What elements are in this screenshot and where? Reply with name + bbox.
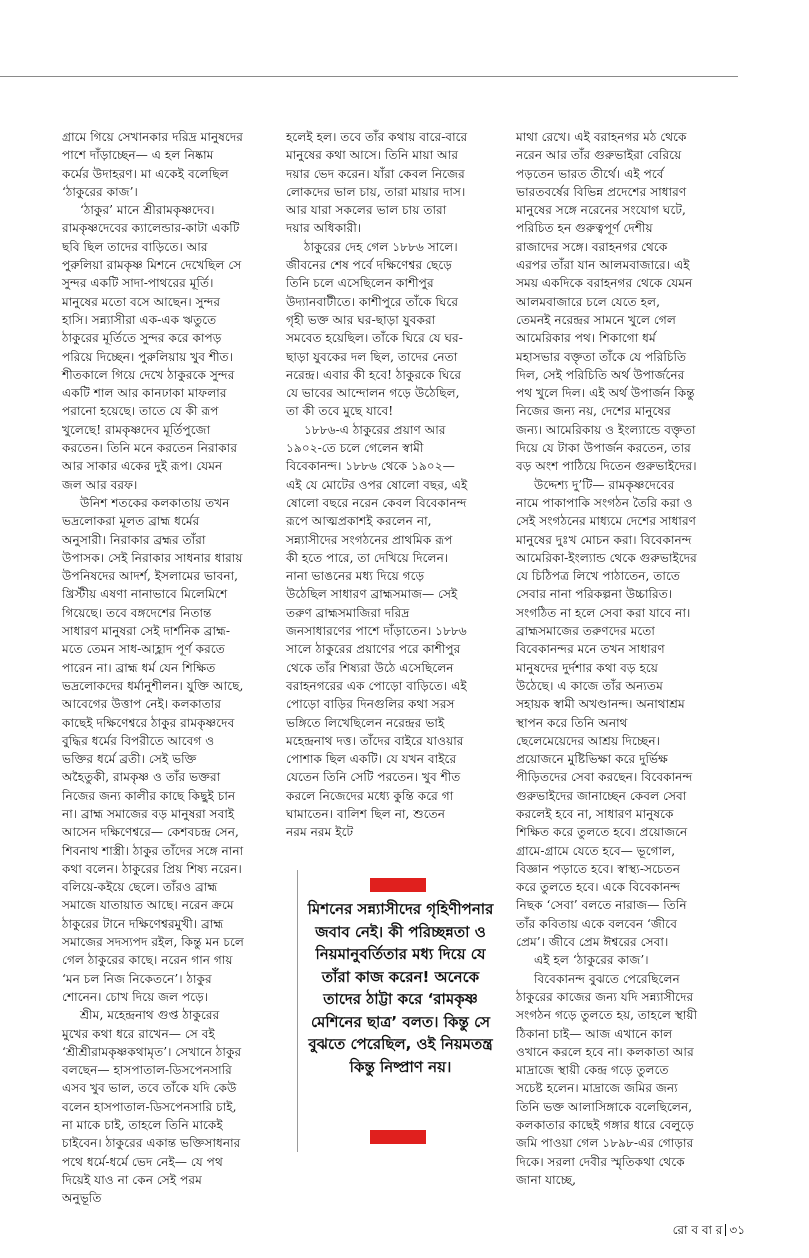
paragraph: ১৮৮৬-এ ঠাকুরের প্রয়াণ আর ১৯০২-তে চলে গেলেন স্বামী বিবেকানন্দ। ১৮৮৬ থেকে ১৯০২— এই যে মোটের ওপর ষোলো বছর, এই ষোলো বছরে নরেন কেবল বিবেকানন্দ রূপে আত্মপ্রকাশই করলেন না, সন্ন্যাসীদের সংগঠনের প্রাথমিক রূপ কী হতে পারে, তা দেখিয়ে দিলেন। নানা ভাঙনের মধ্য দিয়ে গড়ে উঠেছিল সাধারণ ব্রাহ্মসমাজ— সেই তরুণ ব্রাহ্মসমাজিরা দরিদ্র জনসাধারণের পাশে দাঁড়াতেন। ১৮৮৬ সালে ঠাকুরের প্রয়াণের পরে কাশীপুর থেকে তাঁর শিষ্যরা উঠে এসেছিলেন বরাহনগরের এক পোড়ো বাড়িতে। এই পোড়ো বাড়ির দিনগুলির কথা সরস ভঙ্গিতে লিখেছিলেন নরেন্দ্রর ভাই মহেন্দ্রনাথ দত্ত। তাঁদের বাইরে যাওয়ার পোশাক ছিল একটি। যে যখন বাইরে যেতেন তিনি সেটি পরতেন। খুব শীত করলে নিজেদের মধ্যে কুন্তি করে গা ঘামাতেন। বালিশ ছিল না, শুতেন নরম নরম ইটে [286,422,468,840]
top-rule [0,76,738,77]
article-column-1 [62,128,244,1206]
paragraph: উদ্দেশ্য দু’টি— রামকৃষ্ণদেবের নামে পাকাপাকি সংগঠন তৈরি করা ও সেই সংগঠনের মাধ্যমে দেশের সাধারণ মানুষের দুঃখ মোচন করা। বিবেকানন্দ আমেরিকা-ইংল্যান্ড থেকে গুরুভাইদের যে চিঠিপত্র লিখে পাঠাতেন, তাতে সেবার নানা পরিকল্পনা উচ্চারিত। সংগঠিত না হলে সেবা করা যাবে না। ব্রাহ্মসমাজের তরুণদের মতো বিবেকানন্দর মনে তখন সাধারণ মানুষদের দুর্দশার কথা বড় হয়ে উঠেছে। এ কাজে তাঁর অন্যতম সহায়ক স্বামী অখণ্ডানন্দ। অনাথাশ্রম স্থাপন করে তিনি অনাথ ছেলেমেয়েদের আশ্রয় দিচ্ছেন। প্রয়োজনে মুষ্টিভিক্ষা করে দুর্ভিক্ষ পীড়িতদের সেবা করছেন। বিবেকানন্দ গুরুভাইদের জানাচ্ছেন কেবল সেবা করলেই হবে না, সাধারণ মানুষকে শিক্ষিত করে তুলতে হবে। প্রয়োজনে গ্রামে-গ্রামে যেতে হবে— ভূগোল, বিজ্ঞান পড়াতে হবে। স্বাস্থ্য-সচেতন করে তুলতে হবে। একে বিবেকানন্দ নিছক ‘সেবা’ বলতে নারাজ— তিনি তাঁর কবিতায় একে বলবেন ‘জীবে প্রেম’। জীবে প্রেম ঈশ্বরের সেবা। [516,477,697,950]
magazine-name: রো ব বা র [672,1223,723,1237]
paragraph: ঠাকুরের দেহ গেল ১৮৮৬ সালে। জীবনের শেষ পর্বে দক্ষিণেশ্বর ছেড়ে তিনি চলে এসেছিলেন কাশীপুর উদ্যানবাটীতে। কাশীপুরে তাঁকে ঘিরে গৃহী ভক্ত আর ঘর-ছাড়া যুবকরা সমবেত হয়েছিল। তাঁকে ঘিরে যে ঘর-ছাড়া যুবকের দল ছিল, তাদের নেতা নরেন্দ্র। এবার কী হবে! ঠাকুরকে ঘিরে যে ভাবের আন্দোলন গড়ে উঠেছিল, তা কী তবে মুছে যাবে! [286,239,463,419]
paragraph: গ্রামে গিয়ে সেখানকার দরিদ্র মানুষদের পাশে দাঁড়াচ্ছেন— এ হল নিষ্কাম কর্মের উদাহরণ। মা একেই বলেছিল ‘ঠাকুরের কাজ’। [62,130,243,199]
paragraph: এই হল ‘ঠাকুরের কাজ’। [534,953,649,968]
pull-quote-top-bar [370,878,426,892]
pull-quote [297,870,501,1152]
paragraph: উনিশ শতকের কলকাতায় তখন ভদ্রলোকরা মূলত ব্রাহ্ম ধর্মের অনুসারী। নিরাকার ব্রহ্মর তাঁরা উপাসক। সেই নিরাকার সাধনার ধারায় উপনিষদের আদর্শ, ইসলামের ভাবনা, খ্রিস্টীয় এষণা নানাভাবে মিলেমিশে গিয়েছে। তবে বঙ্গদেশের নিতান্ত সাধারণ মানুষরা সেই দার্শনিক ব্রাহ্ম-মতে তেমন সাধ-আহ্লাদ পূর্ণ করতে পারেন না। ব্রাহ্ম ধর্ম যেন শিক্ষিত ভদ্রলোকদের ধর্মানুশীলন। যুক্তি আছে, আবেগের উত্তাপ নেই। কলকাতার কাছেই দক্ষিণেশ্বরে ঠাকুর রামকৃষ্ণদেব বুদ্ধির ধর্মের বিপরীতে আবেগ ও ভক্তির ধর্মে ব্রতী। সেই ভক্তি অহৈতুকী, রামকৃষ্ণ ও তাঁর ভক্তরা নিজের জন্য কালীর কাছে কিছুই চান না। ব্রাহ্ম সমাজের বড় মানুষরা সবাই আসেন দক্ষিণেশ্বরে— কেশবচন্দ্র সেন, শিবনাথ শাস্ত্রী। ঠাকুর তাঁদের সঙ্গে নানা কথা বলেন। ঠাকুরের প্রিয় শিষ্য নরেন। বলিয়ে-কইয়ে ছেলে। তাঁরও ব্রাহ্ম সমাজে যাতায়াত আছে। নরেন ক্রমে ঠাকুরের টানে দক্ষিণেশ্বরমুখী। ব্রাহ্ম সমাজের সদস্যপদ রইল, কিন্তু মন চলে গেল ঠাকুরের কাছে। নরেন গান গায় ‘মন চল নিজ নিকেতনে’। ঠাকুর শোনেন। চোখ দিয়ে জল পড়ে। [62,495,244,1004]
pull-quote-bottom-bar [370,1130,426,1144]
article-column-2 [286,128,468,858]
page-number: ৩১ [729,1223,745,1237]
paragraph: হলেই হল। তবে তাঁর কথায় বারে-বারে মানুষের কথা আসে। তিনি মায়া আর দয়ার ভেদ করেন। যাঁরা কেবল নিজের লোকদের ভাল চায়, তারা মায়ার দাস। আর যারা সকলের ভাল চায় তারা দয়ার অধিকারী। [286,130,468,236]
paragraph: বিবেকানন্দ বুঝতে পেরেছিলেন ঠাকুরের কাজের জন্য যদি সন্ন্যাসীদের সংগঠন গড়ে তুলতে হয়, তাহলে স্থায়ী ঠিকানা চাই— আজ এখানে কাল ওখানে করলে হবে না। কলকাতা আর মাদ্রাজে স্থায়ী কেন্দ্র গড়ে তুলতে সচেষ্ট হলেন। মাদ্রাজে জমির জন্য তিনি ভক্ত আলাসিঙ্গাকে বলেছিলেন, কলকাতার কাছেই গঙ্গার ধারে বেলুড়ে জমি পাওয়া গেল ১৮৯৮-এর গোড়ার দিকে। সরলা দেবীর স্মৃতিকথা থেকে জানা যাচ্ছে, [516,971,698,1187]
paragraph: ‘ঠাকুর’ মানে শ্রীরামকৃষ্ণদেব। রামকৃষ্ণদেবের ক্যালেন্ডার-কাটা একটি ছবি ছিল তাদের বাড়িতে। আর পুরুলিয়া রামকৃষ্ণ মিশনে দেখেছিল সে সুন্দর একটি সাদা-পাথরের মূর্তি। মানুষের মতো বসে আছেন। সুন্দর হাসি। সন্ন্যাসীরা এক-এক ঋতুতে ঠাকুরের মূর্তিতে সুন্দর করে কাপড় পরিয়ে দিচ্ছেন। পুরুলিয়ায় খুব শীত। শীতকালে গিয়ে দেখে ঠাকুরকে সুন্দর একটি শাল আর কানঢাকা মাফলার পরানো হয়েছে। তাতে যে কী রূপ খুলেছে! রামকৃষ্ণদেব মূর্তিপুজো করতেন। তিনি মনে করতেন নিরাকার আর সাকার একের দুই রূপ। যেমন জল আর বরফ। [62,203,242,492]
page-footer [673,1222,745,1242]
paragraph: মাথা রেখে। এই বরাহনগর মঠ থেকে নরেন আর তাঁর গুরুভাইরা বেরিয়ে পড়তেন ভারত তীর্থে। এই পর্বে ভারতবর্ষের বিভিন্ন প্রদেশের সাধারণ মানুষের সঙ্গে নরেনের সংযোগ ঘটে, পরিচিত হন গুরুত্বপূর্ণ দেশীয় রাজাদের সঙ্গে। বরাহনগর থেকে এরপর তাঁরা যান আলমবাজারে। এই সময় একদিকে বরাহনগর থেকে যেমন আলমবাজারে চলে যেতে হল, তেমনই নরেন্দ্রর সামনে খুলে গেল আমেরিকার পথ। শিকাগো ধর্ম মহাসভার বক্তৃতা তাঁকে যে পরিচিতি দিল, সেই পরিচিতি অর্থ উপার্জনের পথ খুলে দিল। এই অর্থ উপার্জন কিন্তু নিজের জন্য নয়, দেশের মানুষের জন্য। আমেরিকায় ও ইংল্যান্ডে বক্তৃতা দিয়ে যে টাকা উপার্জন করতেন, তার বড় অংশ পাঠিয়ে দিতেন গুরুভাইদের। [516,130,697,474]
paragraph: শ্রীম, মহেন্দ্রনাথ গুপ্ত ঠাকুরের মুখের কথা ধরে রাখেন— সে বই ‘শ্রীশ্রীরামকৃষ্ণকথামৃত’। সেখানে ঠাকুর বলছেন— হাসপাতাল-ডিসপেনসারি এসব খুব ভাল, তবে তাঁকে যদি কেউ বলেন হাসপাতাল-ডিসপেনসারি চাই, না মাকে চাই, তাহলে তিনি মাকেই চাইবেন। ঠাকুরের একান্ত ভক্তিসাধনার পথে ধর্মে-ধর্মে ভেদ নেই— যে পথ দিয়েই যাও না কেন সেই পরম অনুভূতি [62,1008,242,1206]
footer-divider [725,1224,726,1236]
article-column-3 [516,128,698,1187]
pull-quote-text: মিশনের সন্ন্যাসীদের গৃহিণীপনার জবাব নেই। কী পরিচ্ছন্নতা ও নিয়মানুবর্তিতার মধ্য দিয়ে যে তাঁরা কাজ করেন! অনেকে তাদের ঠাট্টা করে ‘রামকৃষ্ণ মেশিনের ছাত্র’ বলত। কিন্তু সে বুঝতে পেরেছিল, ওই নিয়মতন্ত্র কিন্তু নিষ্প্রাণ নয়। [307,900,494,1076]
